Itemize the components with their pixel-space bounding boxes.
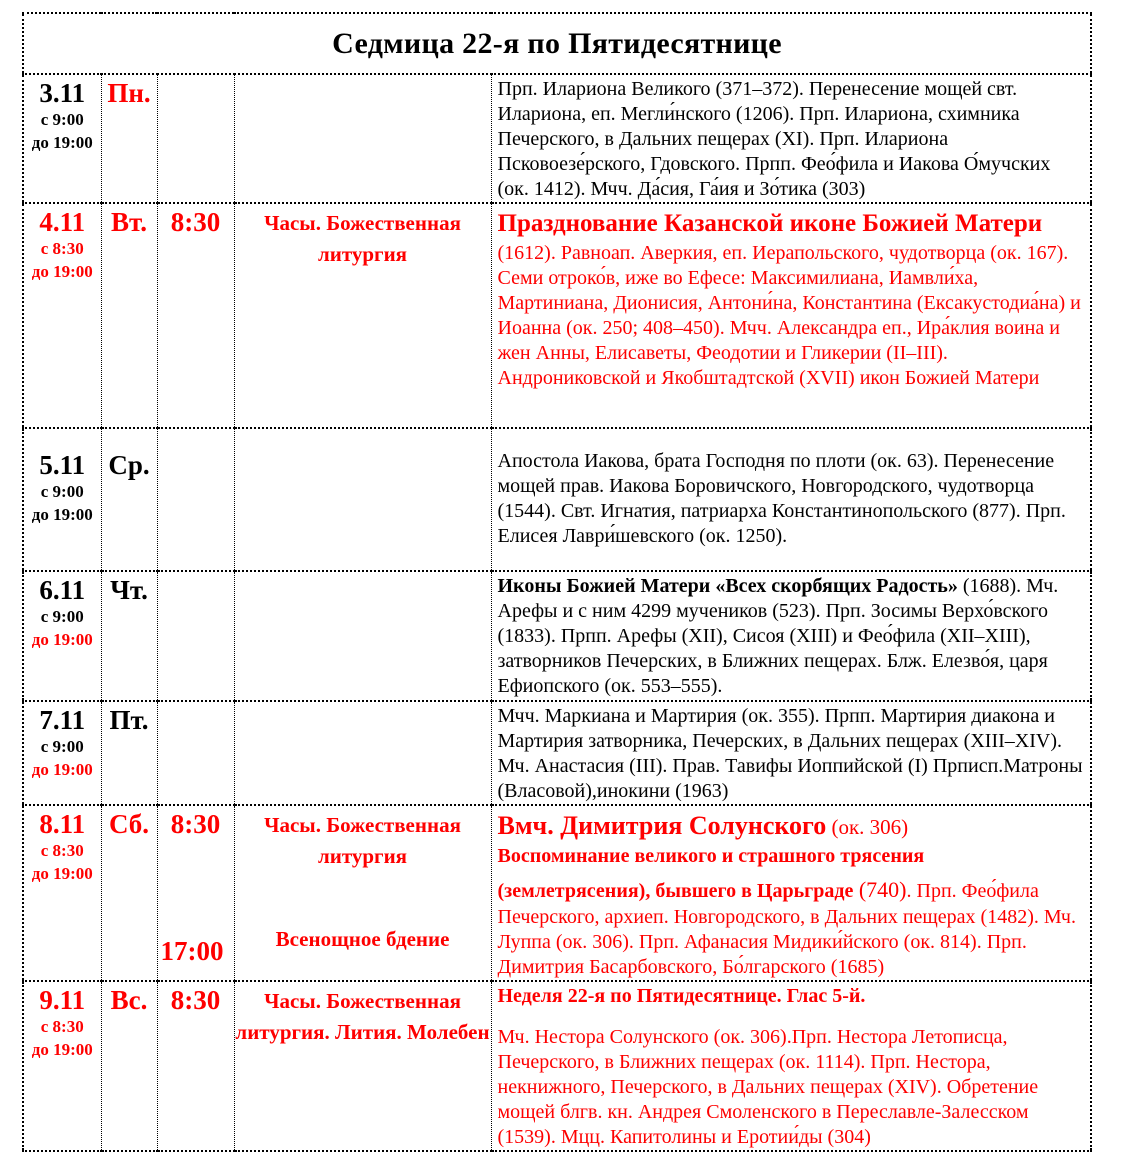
service-secondary: Всенощное бдение [275, 927, 450, 951]
text-run: . Прп. Фео́фила Печерского, архиеп. Новгородского, в Дальних пещерах (1482). Мч. Луппа (ок. 306). Прп. Афанасия Мидики́йского (ок. 814). Прп. Димитрия Басарбовского, Бо́лгарского (1685) [497, 880, 1076, 978]
date-from: с 8:30 [40, 1017, 84, 1036]
date-to: до 19:00 [31, 760, 93, 779]
date-from: с 9:00 [40, 482, 84, 501]
text-run: (740) [853, 877, 907, 902]
page-title: Седмица 22-я по Пятидесятнице [23, 13, 1091, 74]
service-cell [234, 571, 491, 701]
text-run: (ок. 306) [826, 815, 909, 839]
date-cell [23, 74, 101, 203]
date-to: до 19:00 [31, 262, 93, 281]
date-value: 5.11 [39, 450, 86, 480]
text-run: (землетрясения), бывшего в Царьграде [497, 880, 854, 902]
service-cell [234, 805, 491, 981]
date-cell [23, 701, 101, 805]
time-cell [157, 428, 234, 571]
text-run: Апостола Иакова, брата Господня по плоти (ок. 63). Перенесение мощей прав. Иакова Боровичского, Новгородского, чудотворца (1544). Свт. Игнатия, патриарха Константинопольского (877). Прп. Елисея Лаври́шевского (ок. 1250). [497, 450, 1066, 547]
description-cell [491, 805, 1091, 981]
day-cell: Пн. [101, 74, 157, 203]
text-run: Мчч. Маркиана и Мартирия (ок. 355). Прпп. Мартирия диакона и Мартирия затворника, Печерских, в Дальних пещерах (XIII–XIV). Мч. Анастасия (III). Прав. Тавифы Иоппийской (I) Прписп.Матроны (Власовой),инокини (1963) [497, 705, 1083, 802]
title-row [23, 13, 1091, 74]
day-cell: Пт. [101, 701, 157, 805]
date-value: 9.11 [39, 985, 86, 1015]
table-row [23, 571, 1091, 701]
service-cell [234, 701, 491, 805]
table-row [23, 701, 1091, 805]
date-value: 4.11 [39, 207, 86, 237]
service-cell [234, 428, 491, 571]
description-cell [491, 74, 1091, 203]
table-row [23, 74, 1091, 203]
time-cell [157, 203, 234, 428]
schedule-body [23, 13, 1091, 1151]
date-value: 7.11 [39, 705, 86, 735]
time-primary: 8:30 [170, 809, 221, 839]
date-cell [23, 981, 101, 1151]
date-from: с 8:30 [40, 841, 84, 860]
date-to: до 19:00 [31, 1040, 93, 1059]
description-cell [491, 571, 1091, 701]
description-paragraph [498, 875, 1086, 980]
day-cell: Чт. [101, 571, 157, 701]
time-cell [157, 981, 234, 1151]
description-paragraph [498, 574, 1086, 699]
time-secondary: 17:00 [160, 936, 224, 966]
service-primary: Часы. Божественная литургия [264, 813, 461, 868]
date-to: до 19:00 [31, 505, 93, 524]
description-paragraph [498, 206, 1086, 366]
description-cell [491, 701, 1091, 805]
date-cell [23, 428, 101, 571]
table-row [23, 428, 1091, 571]
text-run: Вмч. Димитрия Солунского [497, 811, 827, 840]
day-cell: Ср. [101, 428, 157, 571]
table-row [23, 981, 1091, 1151]
text-run: Воспоминание великого и страшного трясения [497, 845, 925, 867]
service-primary: Часы. Божественная литургия [264, 211, 461, 266]
description-paragraph [498, 704, 1086, 804]
date-cell [23, 203, 101, 428]
description-paragraph [498, 366, 1086, 391]
date-from: с 9:00 [40, 737, 84, 756]
text-run: Прп. Илариона Великого (371–372). Перенесение мощей свт. Илариона, еп. Мегли́нского (1206). Прп. Илариона, схимника Печерского, в Дальних пещерах (XI). Прп. Илариона Псковоезе́рского, Гдовского. Прпп. Фео́фила и Иакова О́мучских (ок. 1412). Мчч. Да́сия, Га́ия и Зо́тика (303) [497, 78, 1051, 200]
description-cell [491, 981, 1091, 1151]
date-to: до 19:00 [31, 630, 93, 649]
time-primary: 8:30 [170, 985, 221, 1015]
text-run: (1688). Мч. Арефы и с ним 4299 мучеников (523). Прп. Зосимы Верхо́вского (1833). Прпп. Арефы (XII), Сисоя (XIII) и Фео́фила (XII–XIII), затворников Печерских, в Ближних пещерах. Блж. Елезво́я, царя Ефиопского (ок. 553–555). [497, 575, 1059, 697]
description-paragraph [498, 808, 1086, 844]
service-cell [234, 203, 491, 428]
time-cell [157, 701, 234, 805]
schedule-table [22, 12, 1092, 1152]
time-primary: 8:30 [170, 207, 221, 237]
description-cell [491, 428, 1091, 571]
date-value: 8.11 [39, 809, 86, 839]
text-run: Андрониковской и Якобштадтской (XVII) икон Божией Матери [497, 367, 1040, 389]
day-cell: Вт. [101, 203, 157, 428]
text-run: Празднование Казанской иконе Божией Матери [497, 210, 1043, 237]
service-primary: Часы. Божественная литургия. Лития. Молебен [235, 989, 490, 1044]
description-paragraph [498, 844, 1086, 869]
date-from: с 8:30 [40, 239, 84, 258]
text-run: Неделя 22-я по Пятидесятнице. Глас 5-й. [497, 985, 866, 1007]
table-row [23, 203, 1091, 428]
table-row [23, 805, 1091, 981]
service-cell [234, 981, 491, 1151]
day-cell: Сб. [101, 805, 157, 981]
date-to: до 19:00 [31, 864, 93, 883]
time-cell [157, 805, 234, 981]
description-paragraph [498, 77, 1086, 202]
description-paragraph [498, 1025, 1086, 1150]
day-cell: Вс. [101, 981, 157, 1151]
date-to: до 19:00 [31, 133, 93, 152]
date-from: с 9:00 [40, 110, 84, 129]
time-cell [157, 571, 234, 701]
service-cell [234, 74, 491, 203]
date-cell [23, 805, 101, 981]
date-cell [23, 571, 101, 701]
description-paragraph [498, 984, 1086, 1009]
description-cell [491, 203, 1091, 428]
time-cell [157, 74, 234, 203]
date-value: 3.11 [39, 78, 86, 108]
date-from: с 9:00 [40, 607, 84, 626]
schedule-sheet [22, 12, 1092, 1152]
date-value: 6.11 [39, 575, 86, 605]
text-run: Мч. Нестора Солунского (ок. 306).Прп. Нестора Летописца, Печерского, в Ближних пещерах (ок. 1114). Прп. Нестора, некнижного, Печерского, в Дальних пещерах (XIV). Обретение мощей блгв. кн. Андрея Смоленского в Переславле-Залесском (1539). Мцц. Капитолины и Еротии́ды (304) [497, 1026, 1039, 1148]
description-paragraph [498, 449, 1086, 549]
text-run: (1612). Равноап. Аверкия, еп. Иерапольского, чудотворца (ок. 167). Семи отроко́в, иже во Ефесе: Максимилиана, Иамвли́ха, Мартиниана, Дионисия, Антони́на, Константина (Ексакустодиа́на) и Иоанна (ок. 250; 408–450). Мчч. Александра еп., Ира́клия воина и жен Анны, Елисаветы, Феодотии и Гликерии (II–III). [497, 242, 1081, 364]
text-run: Иконы Божией Матери «Всех скорбящих Радость» [497, 575, 958, 597]
